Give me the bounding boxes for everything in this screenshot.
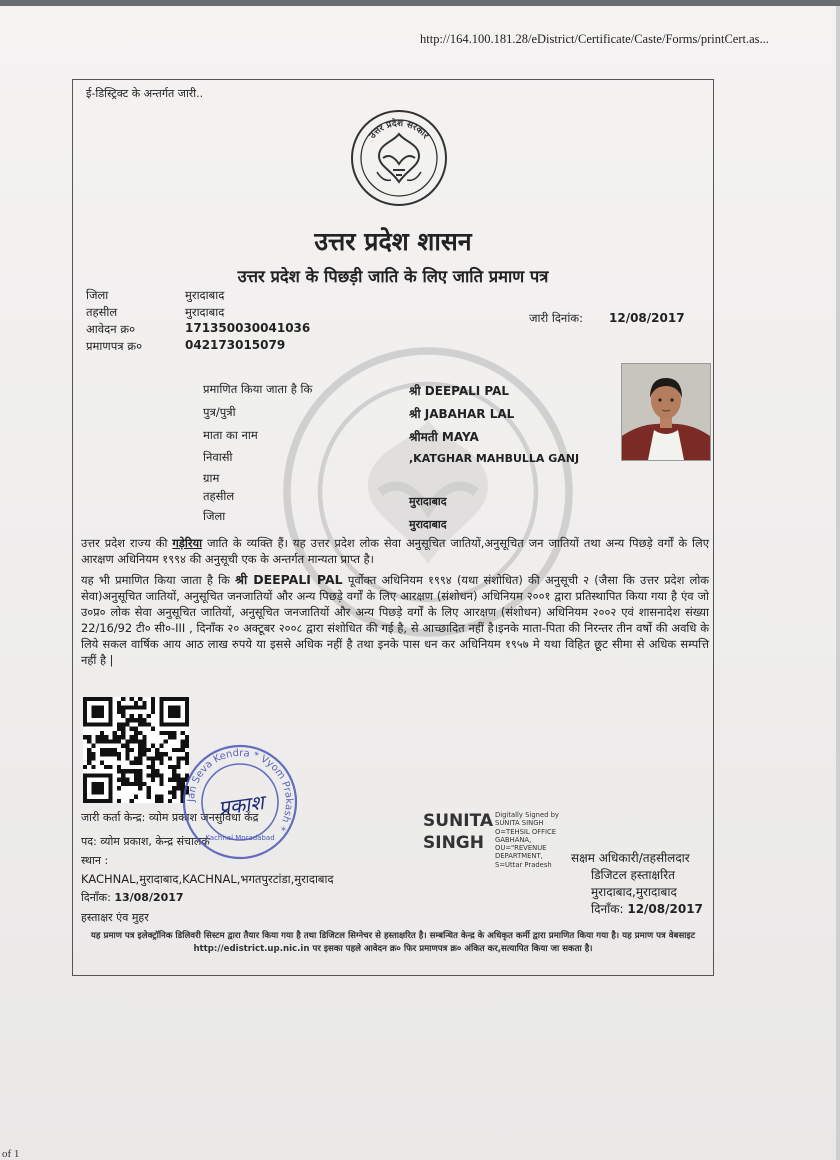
application-number-label: आवेदन क्र० xyxy=(86,322,136,336)
stamp-ring-text: Jan Seva Kendra * Vyom Prakash * xyxy=(185,747,295,833)
issuer-date-label: दिनाँक: xyxy=(81,891,111,904)
issuer-date xyxy=(81,890,184,905)
tehsil-value: मुरादाबाद xyxy=(409,495,447,508)
svg-text:उत्तर प्रदेश सरकार xyxy=(367,117,430,142)
authority-place: मुरादाबाद,मुरादाबाद xyxy=(591,885,677,899)
designation-label: पद: xyxy=(81,835,97,848)
verification-footer: यह प्रमाण पत्र इलेक्ट्रॉनिक डिलिवरी सिस्टम द्वारा तैयार किया गया है तथा डिजिटल सिग्नेचर से हस्ताक्षरित है। सम्बन्धित केन्द्र के अधिकृत कर्मी द्वारा प्रमाणित किया गया है। यह प्रमाण पत्र वेबसाइट http://edistrict.up.nic.in पर इसका पहले आवेदन क्र० फिर प्रमाणपत्र क्र० अंकित कर,सत्यापित किया जा सकता है। xyxy=(90,931,696,954)
para2-rest: पूर्वोक्त अधिनियम १९९४ (यथा संशोधित) की अनुसूची २ (जैसा कि उत्तर प्रदेश लोक सेवा)अनुसूचित जातियों, अनुसूचित जनजातियों और अन्य पिछड़े वर्गों के लिए आरक्षण (संशोधन) अधिनियम २००१ द्वारा प्रतिस्थापित किया गया है एंव जो उ०प्र० लोक सेवा अनुसूचित जातियों, अनुसूचित जनजातियों और अन्य पिछड़े वर्गों के लिए आरक्षण (संशोधन) अधिनियम २००२ एवं शासनादेश संख्या 22/16/92 टी० सी०-III , दिनाँक २० अक्टूबर २००८ द्वारा संशोधित की गई है, से आच्छादित नहीं है।इनके माता-पिता की निरन्तर तीन वर्षो की अवधि के लिये सकल वार्षिक आय आठ लाख रुपये या इससे अधिक नहीं है तथा इनके पास धन कर अधिनियम १९५७ मे यथा विहित छूट सीमा से अधिक सम्पत्ति नहीं है | xyxy=(81,573,710,667)
certificate-number-value: 042173015079 xyxy=(185,338,286,352)
application-number-value: 171350030041036 xyxy=(185,321,311,335)
page-indicator: of 1 xyxy=(2,1148,20,1160)
applicant-photo xyxy=(621,363,711,461)
place-value: KACHNAL,मुरादाबाद,KACHNAL,भगतपुरटांडा,मुरादाबाद xyxy=(81,872,334,886)
applicant-name: श्री DEEPALI PAL xyxy=(409,384,510,398)
caste-name: गड़ेरिया xyxy=(172,536,203,550)
place-label: स्थान : xyxy=(81,854,109,867)
authority-sign: डिजिटल हस्ताक्षरित xyxy=(591,868,675,882)
certification-paragraph xyxy=(81,572,709,668)
father-name: श्री JABAHAR LAL xyxy=(409,407,515,421)
jan-seva-kendra-stamp-icon xyxy=(178,740,302,864)
resident-address: ,KATGHAR MAHBULLA GANJ xyxy=(409,452,580,465)
para1-rest: जाति के व्यक्ति हैं। यह उत्तर प्रदेश लोक सेवा अनुसूचित जातियों,अनुसूचित जन जातियों तथा अन्य पिछड़े वर्गों के लिए आरक्षण अधिनियम १९९४ की अनुसूची एक के अन्तर्गत मान्यता प्राप्त है। xyxy=(81,536,710,566)
certificate-subtitle: उत्तर प्रदेश के पिछड़ी जाति के लिए जाति प्रमाण पत्र xyxy=(237,267,549,286)
issuer-center-value: व्योम प्रकाश जनसुविधा केंद्र xyxy=(148,811,259,824)
issue-date-label: जारी दिनांक: xyxy=(529,311,584,325)
issued-under-note: ई-डिस्ट्रिक्ट के अन्तर्गत जारी.. xyxy=(86,87,204,100)
authority-date-label: दिनाँक: xyxy=(591,902,624,916)
issue-date-value: 12/08/2017 xyxy=(609,311,685,325)
para2-applicant-name: श्री DEEPALI PAL xyxy=(235,572,343,587)
caste-certificate xyxy=(72,79,714,976)
signer-first-name: SUNITA xyxy=(423,811,494,831)
authority-date-value: 12/08/2017 xyxy=(627,902,703,916)
authority-title: सक्षम अधिकारी/तहसीलदार xyxy=(571,851,690,865)
stamp-inner-text: Kachnal Moradabad xyxy=(205,834,275,842)
certified-that-label: प्रमाणित किया जाता है कि xyxy=(203,382,313,396)
para2-start: यह भी प्रमाणित किया जाता है कि xyxy=(81,573,230,587)
sign-seal-label: हस्ताक्षर एंव मुहर xyxy=(81,911,149,924)
designation-value: व्योम प्रकाश, केन्द्र संचालक xyxy=(100,835,210,848)
resident-label: निवासी xyxy=(203,450,233,464)
village-label: ग्राम xyxy=(203,471,220,485)
certificate-title: उत्तर प्रदेश शासन xyxy=(314,227,472,256)
qr-code-icon[interactable] xyxy=(83,697,189,803)
district-label: जिला xyxy=(203,509,226,523)
digital-signature-details: Digitally Signed by SUNITA SINGH O=TEHSIL OFFICE GABHANA, OU="REVENUE DEPARTMENT, S=Uttar Pradesh xyxy=(495,811,559,869)
issuer-center-label: जारी कर्ता केन्द्र: xyxy=(81,811,146,824)
stamp-signature: प्रकाश xyxy=(216,790,266,821)
up-state-emblem-icon xyxy=(349,108,449,208)
authority-date xyxy=(571,901,703,918)
header-district-value: मुरादाबाद xyxy=(185,288,225,302)
authority-block xyxy=(571,850,703,918)
header-tehsil-label: तहसील xyxy=(86,305,118,319)
header-district-label: जिला xyxy=(86,288,109,302)
para1-start: उत्तर प्रदेश राज्य की xyxy=(81,536,168,550)
tehsil-label: तहसील xyxy=(203,489,235,503)
mother-name: श्रीमती MAYA xyxy=(409,430,479,444)
certificate-number-label: प्रमाणपत्र क्र० xyxy=(86,339,143,353)
caste-paragraph xyxy=(81,535,709,567)
issuer-date-value: 13/08/2017 xyxy=(114,891,184,904)
document-page xyxy=(0,6,836,1160)
emblem-ring-text: उत्तर प्रदेश सरकार xyxy=(367,118,431,141)
header-tehsil-value: मुरादाबाद xyxy=(185,305,225,319)
district-value: मुरादाबाद xyxy=(409,518,447,531)
print-url: http://164.100.181.28/eDistrict/Certificate/Caste/Forms/printCert.as... xyxy=(420,32,769,46)
parent-label: पुत्र/पुत्री xyxy=(203,405,236,419)
signer-last-name: SINGH xyxy=(423,833,484,853)
digital-signer-name xyxy=(423,810,493,854)
mother-label: माता का नाम xyxy=(203,428,258,442)
